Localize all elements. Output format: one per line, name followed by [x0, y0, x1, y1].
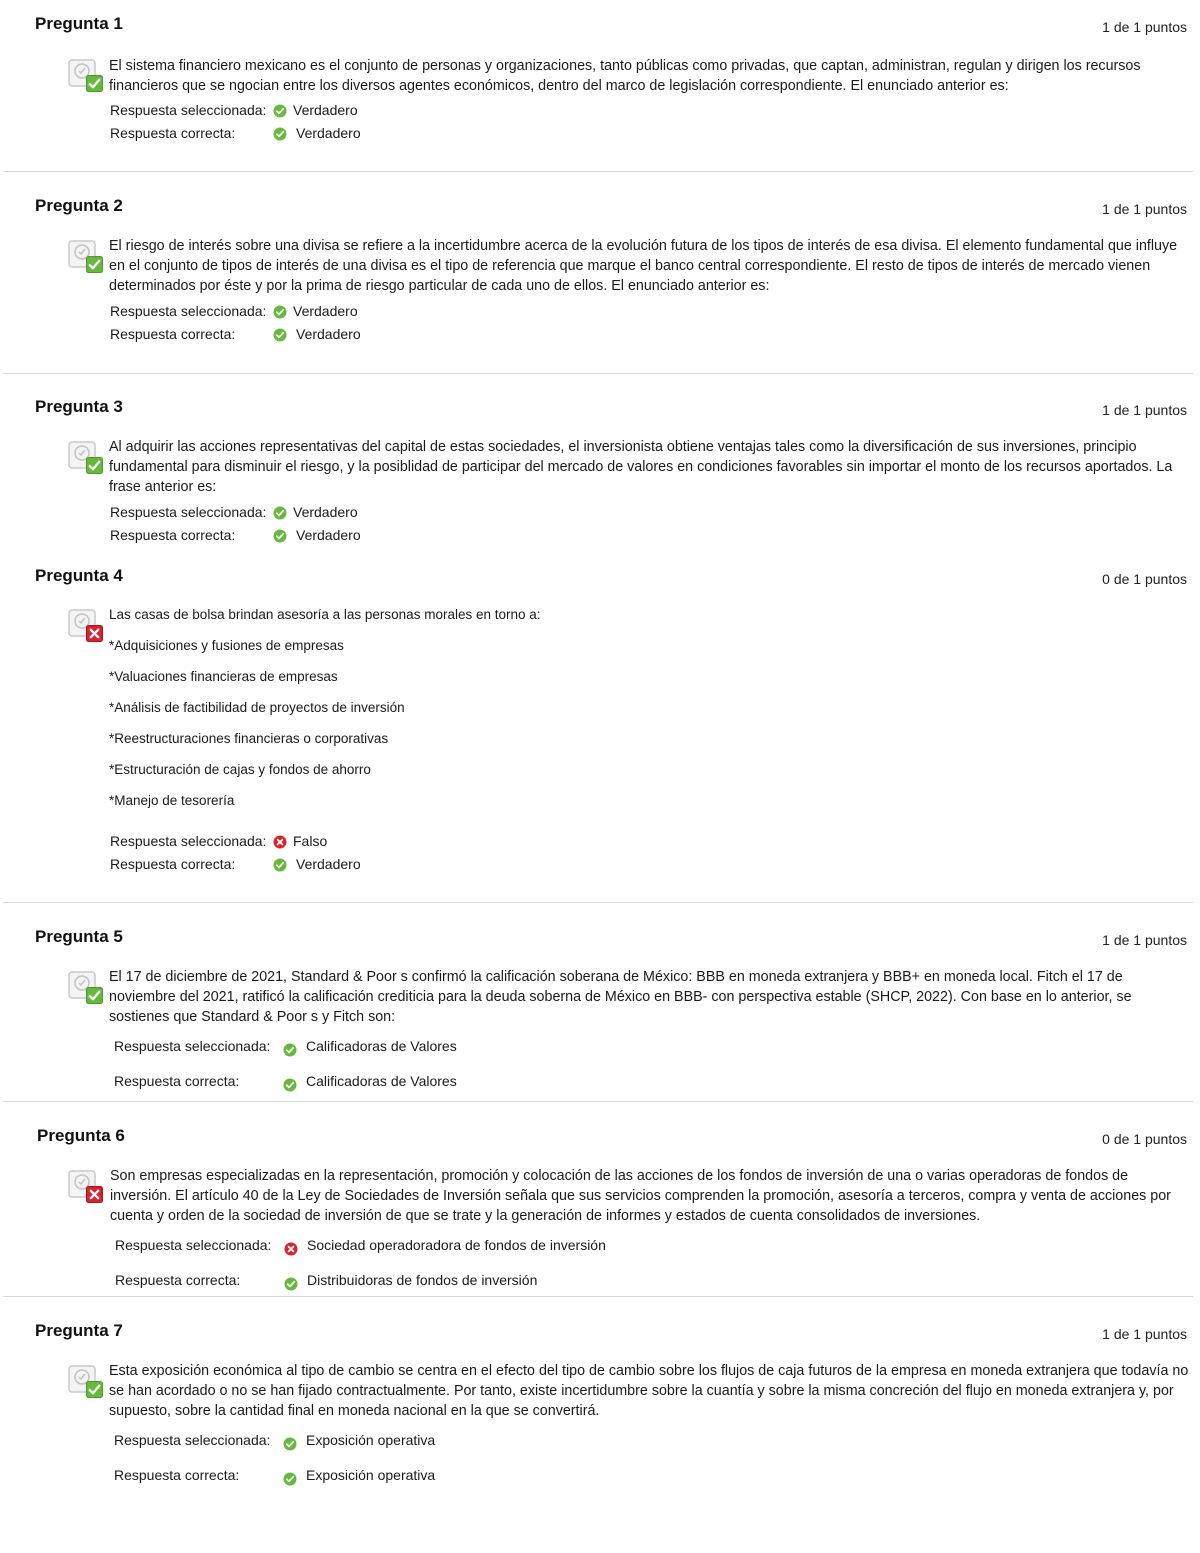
correct-status-icon — [67, 56, 103, 92]
correct-answer-label: Respuesta correcta: — [114, 1467, 240, 1483]
selected-answer-label: Respuesta seleccionada: — [110, 303, 267, 319]
question-text: El 17 de diciembre de 2021, Standard & Poor s confirmó la calificación soberana de México: BBB en moneda extranjera y BBB+ en moneda local. Fitch el 17 de noviembre del 2021, ratificó la calificación crediticia para la deuda soberna de México en BBB- con perspectiva estable (SHCP, 2022). Con base en lo anterior, se sostienes que Standard & Poor s y Fitch son: — [109, 969, 1132, 1025]
correct-answer-value: Distribuidoras de fondos de inversión — [307, 1272, 538, 1288]
question-title: Pregunta 1 — [35, 14, 123, 33]
question-text: El riesgo de interés sobre una divisa se refiere a la incertidumbre acerca de la evolución futura de los tipos de interés de esa divisa. El elemento fundamental que influye en el conjunto de tipos de interés de una divisa es el tipo de referencia que marque el banco central correspondiente. El resto de tipos de interés de mercado vienen determinados por éste y por la prima de riesgo particular de cada uno de ellos. El enunciado anterior es: — [109, 238, 1178, 294]
correct-answer-row — [114, 1464, 436, 1486]
selected-answer-label: Respuesta seleccionada: — [110, 504, 267, 520]
check-circle-icon — [283, 1078, 297, 1092]
correct-answer-row — [110, 122, 361, 144]
selected-answer-row — [114, 1035, 457, 1057]
question-intro: Las casas de bolsa brindan asesoría a las personas morales en torno a: — [109, 607, 541, 622]
selected-answer-value: Verdadero — [293, 303, 358, 319]
selected-answer-label: Respuesta seleccionada: — [114, 1432, 271, 1448]
selected-answer-row — [110, 501, 358, 523]
correct-answer-label: Respuesta correcta: — [114, 1073, 240, 1089]
selected-answer-row — [110, 99, 358, 121]
question-points: 1 de 1 puntos — [1102, 1326, 1187, 1342]
correct-answer-value: Verdadero — [296, 125, 361, 141]
check-circle-icon — [273, 506, 287, 520]
correct-answer-row — [110, 323, 361, 345]
correct-answer-value: Exposición operativa — [306, 1467, 436, 1483]
correct-answer-label: Respuesta correcta: — [115, 1272, 241, 1288]
selected-answer-row — [114, 1429, 436, 1451]
question-divider — [3, 1296, 1193, 1297]
selected-answer-row — [110, 830, 328, 852]
question-text: El sistema financiero mexicano es el conjunto de personas y organizaciones, tanto públicas como privadas, que captan, administran, regulan y dirigen los recursos financieros que se ngocian entre los diversos agentes económicos, dentro del marco de legislación correspondiente. El enunciado anterior es: — [109, 58, 1141, 94]
correct-status-icon — [67, 1362, 103, 1398]
question-points: 1 de 1 puntos — [1102, 932, 1187, 948]
question-points: 1 de 1 puntos — [1102, 19, 1187, 35]
question-text: Son empresas especializadas en la representación, promoción y colocación de las acciones de los fondos de inversión de una o varias operadoras de fondos de inversión. El artículo 40 de la Ley de Sociedades de Inversión señala que sus servicios comprenden la promoción, asesoría a terceros, compra y venta de acciones por cuenta y orden de la sociedad de inversión de que se trate y la generación de informes y estados de cuenta consolidados de inversiones. — [110, 1168, 1171, 1224]
list-item: *Estructuración de cajas y fondos de ahorro — [109, 762, 371, 777]
selected-answer-value: Calificadoras de Valores — [306, 1038, 457, 1054]
correct-answer-label: Respuesta correcta: — [110, 125, 236, 141]
selected-answer-row — [115, 1234, 606, 1256]
correct-answer-value: Verdadero — [296, 326, 361, 342]
question-title: Pregunta 5 — [35, 927, 123, 946]
check-circle-icon — [283, 1472, 297, 1486]
correct-answer-row — [110, 524, 361, 546]
selected-answer-value: Exposición operativa — [306, 1432, 436, 1448]
check-circle-icon — [273, 529, 287, 543]
check-circle-icon — [273, 127, 287, 141]
question-divider — [3, 373, 1193, 374]
correct-answer-row — [110, 853, 361, 875]
correct-answer-label: Respuesta correcta: — [110, 856, 236, 872]
correct-status-icon — [67, 237, 103, 273]
check-circle-icon — [273, 858, 287, 872]
correct-answer-label: Respuesta correcta: — [110, 326, 236, 342]
correct-answer-row — [115, 1269, 538, 1291]
question-title: Pregunta 7 — [35, 1321, 123, 1340]
selected-answer-label: Respuesta seleccionada: — [110, 833, 267, 849]
selected-answer-value: Falso — [293, 833, 328, 849]
selected-answer-label: Respuesta seleccionada: — [110, 102, 267, 118]
selected-answer-label: Respuesta seleccionada: — [114, 1038, 271, 1054]
check-circle-icon — [273, 328, 287, 342]
question-points: 1 de 1 puntos — [1102, 201, 1187, 217]
correct-status-icon — [67, 968, 103, 1004]
question-text: Esta exposición económica al tipo de cambio se centra en el efecto del tipo de cambio sobre los flujos de caja futuros de la empresa en moneda extranjera que todavía no se han acordado o no se han fijado contractualmente. Por tanto, existe incertidumbre sobre la cuantía y sobre la misma concreción del flujo en moneda extranjera y, por supuesto, sobre la cantidad final en moneda nacional en la que se convertirá. — [109, 1363, 1189, 1419]
question-divider — [3, 902, 1193, 903]
correct-answer-value: Calificadoras de Valores — [306, 1073, 457, 1089]
correct-answer-value: Verdadero — [296, 856, 361, 872]
check-circle-icon — [283, 1043, 297, 1057]
list-item: *Adquisiciones y fusiones de empresas — [109, 638, 344, 653]
selected-answer-value: Verdadero — [293, 102, 358, 118]
correct-status-icon — [67, 438, 103, 474]
selected-answer-value: Verdadero — [293, 504, 358, 520]
list-item: *Reestructuraciones financieras o corporativas — [109, 731, 389, 746]
list-item: *Manejo de tesorería — [109, 793, 235, 808]
question-points: 1 de 1 puntos — [1102, 402, 1187, 418]
incorrect-status-icon — [67, 606, 103, 642]
question-divider — [3, 1101, 1193, 1102]
incorrect-status-icon — [67, 1167, 103, 1203]
x-circle-icon — [273, 835, 287, 849]
correct-answer-label: Respuesta correcta: — [110, 527, 236, 543]
check-circle-icon — [273, 305, 287, 319]
correct-answer-row — [114, 1070, 457, 1092]
x-circle-icon — [284, 1242, 298, 1256]
question-title: Pregunta 2 — [35, 196, 123, 215]
question-divider — [3, 171, 1193, 172]
correct-answer-value: Verdadero — [296, 527, 361, 543]
question-text: Al adquirir las acciones representativas del capital de estas sociedades, el inversionista obtiene ventajas tales como la diversificación de sus inversiones, principio fundamental para disminuir el riesgo, y la posiblidad de participar del mercado de valores en condiciones favorables sin importar el monto de los recursos aportados. La frase anterior es: — [109, 439, 1173, 495]
list-item: *Valuaciones financieras de empresas — [109, 669, 338, 684]
selected-answer-value: Sociedad operadoradora de fondos de inversión — [307, 1237, 606, 1253]
check-circle-icon — [283, 1437, 297, 1451]
selected-answer-label: Respuesta seleccionada: — [115, 1237, 272, 1253]
question-points: 0 de 1 puntos — [1102, 571, 1187, 587]
question-title: Pregunta 4 — [35, 566, 123, 585]
check-circle-icon — [273, 104, 287, 118]
check-circle-icon — [284, 1277, 298, 1291]
question-points: 0 de 1 puntos — [1102, 1131, 1187, 1147]
question-text — [109, 605, 1191, 822]
question-title: Pregunta 6 — [37, 1126, 125, 1145]
selected-answer-row — [110, 300, 358, 322]
question-title: Pregunta 3 — [35, 397, 123, 416]
list-item: *Análisis de factibilidad de proyectos de inversión — [109, 700, 405, 715]
